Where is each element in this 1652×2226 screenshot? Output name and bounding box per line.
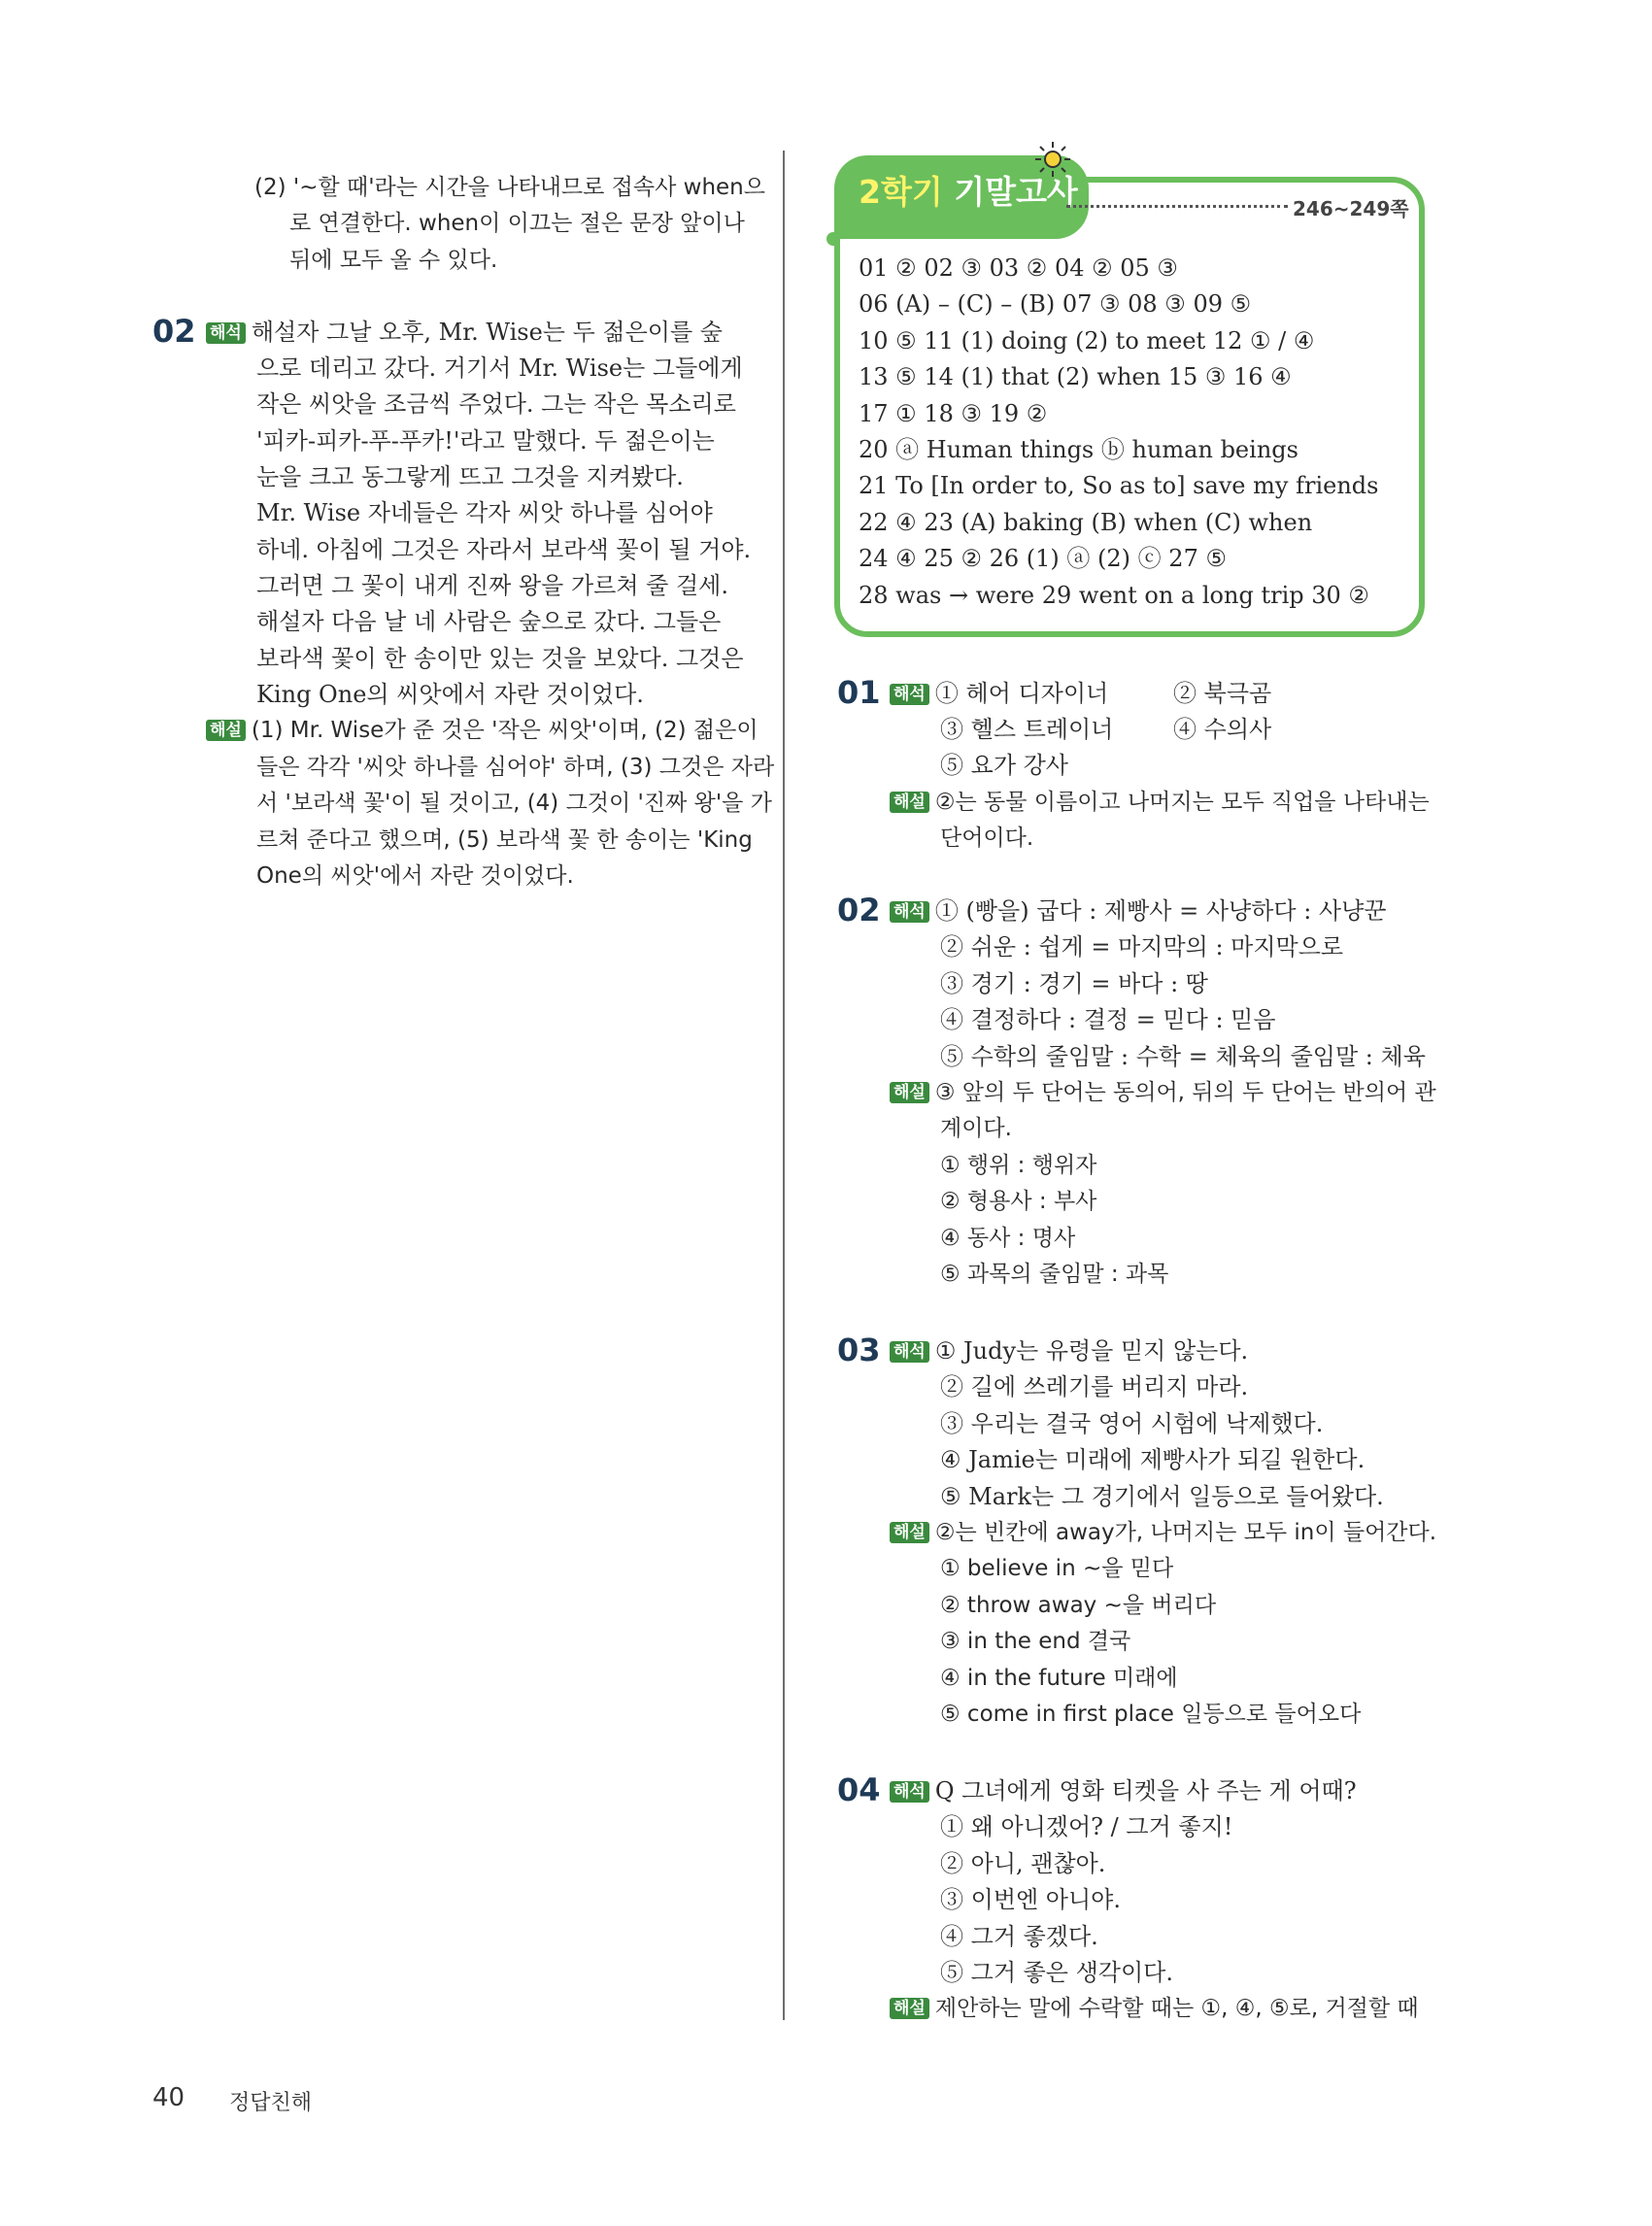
explanation-text: 제안하는 말에 수락할 때는 ①, ④, ⑤로, 거절할 때 [934,1996,1419,2021]
translation-line: ⑤ 수학의 줄임말 : 수학 = 체육의 줄임말 : 체육 [940,1043,1426,1070]
translation-line: ③ 헬스 트레이너 [940,716,1114,743]
column-divider [783,151,785,2020]
explanation-line: ④ in the future 미래에 [940,1666,1178,1691]
translation-line: 해설자 다음 날 네 사람은 숲으로 갔다. 그들은 [256,608,722,635]
translation-line: ② 아니, 괜찮아. [940,1850,1106,1877]
explanation-text: ②는 동물 이름이고 나머지는 모두 직업을 나타내는 [934,790,1430,815]
explanation-badge: 해설 [206,720,246,741]
translation-line [890,1333,1248,1369]
explanation-text: (1) Mr. Wise가 준 것은 '작은 씨앗'이며, (2) 젊은이 [251,718,759,743]
explanation-line: 르쳐 준다고 했으며, (5) 보라색 꽃 한 송이는 'King [256,827,753,853]
translation-line: ② 쉬운 : 쉽게 = 마지막의 : 마지막으로 [940,933,1344,961]
translation-text: Q 그녀에게 영화 티켓을 사 주는 게 어때? [934,1777,1357,1804]
translation-line: ④ 수의사 [1173,716,1272,743]
translation-line: ④ Jamie는 미래에 제빵사가 되길 원한다. [940,1446,1365,1473]
explanation-line: ④ 동사 : 명사 [940,1226,1076,1251]
explanation-line: ② throw away ~을 버리다 [940,1593,1217,1618]
explanation-line [890,1991,1419,2027]
explanation-line: ⑤ 과목의 줄임말 : 과목 [940,1262,1169,1287]
translation-line [890,894,1386,929]
explanation-line [890,785,1430,821]
explanation-line: ② 형용사 : 부사 [940,1189,1097,1214]
translation-badge: 해석 [890,1781,929,1803]
page-number: 40 [152,2083,185,2112]
translation-text: ① 헤어 디자이너 [934,680,1109,707]
translation-line: 으로 데리고 갔다. 거기서 Mr. Wise는 그들에게 [256,354,743,382]
answer-row: 28 was → were 29 went on a long trip 30 ② [859,582,1369,609]
translation-line [890,1773,1357,1809]
translation-line: 작은 씨앗을 조금씩 주었다. 그는 작은 목소리로 [256,390,736,418]
footer-label: 정답친해 [229,2091,313,2115]
translation-line: ① 왜 아니겠어? / 그거 좋지! [940,1813,1233,1840]
title-semester: 2학기 [859,173,943,211]
intro-line: 뒤에 모두 올 수 있다. [289,248,498,273]
answer-row: 22 ④ 23 (A) baking (B) when (C) when [859,509,1313,536]
question-number: 04 [837,1771,881,1808]
explanation-line [890,1075,1436,1111]
explanation-line: 서 '보라색 꽃'이 될 것이고, (4) 그것이 '진짜 왕'을 가 [256,791,772,816]
answer-row: 21 To [In order to, So as to] save my friends [859,472,1379,499]
translation-line: ⑤ Mark는 그 경기에서 일등으로 들어왔다. [940,1483,1384,1510]
explanation-text: ③ 앞의 두 단어는 동의어, 뒤의 두 단어는 반의어 관 [934,1080,1436,1105]
translation-line: 눈을 크고 동그랗게 뜨고 그것을 지켜봤다. [256,463,684,490]
translation-line: ⑤ 그거 좋은 생각이다. [940,1959,1173,1986]
explanation-line: 단어이다. [940,826,1034,851]
translation-line: ② 길에 쓰레기를 버리지 마라. [940,1373,1249,1400]
explanation-text: ②는 빈칸에 away가, 나머지는 모두 in이 들어간다. [934,1520,1437,1545]
explanation-line: 계이다. [940,1116,1012,1141]
translation-text: ① (빵을) 굽다 : 제빵사 = 사냥하다 : 사냥꾼 [934,897,1387,925]
translation-badge: 해석 [890,901,929,923]
explanation-badge: 해설 [890,792,929,813]
question-number: 02 [152,313,196,350]
translation-badge: 해석 [890,1341,929,1363]
explanation-line: ⑤ come in first place 일등으로 들어오다 [940,1702,1362,1727]
translation-line: King One의 씨앗에서 자란 것이었다. [256,681,644,708]
question-number: 02 [837,892,881,928]
explanation-badge: 해설 [890,1522,929,1543]
question-number: 01 [837,674,881,711]
answer-row: 06 (A) – (C) – (B) 07 ③ 08 ③ 09 ⑤ [859,290,1252,318]
explanation-line: ① believe in ~을 믿다 [940,1556,1174,1581]
dot-icon [824,229,843,249]
explanation-line [890,1515,1436,1551]
translation-badge: 해석 [890,684,929,705]
question-number: 03 [837,1332,881,1368]
explanation-line [206,713,759,749]
translation-line: Mr. Wise 자네들은 각자 씨앗 하나를 심어야 [256,499,713,526]
translation-line: 보라색 꽃이 한 송이만 있는 것을 보았다. 그것은 [256,645,744,672]
translation-line: ③ 경기 : 경기 = 바다 : 땅 [940,970,1208,997]
translation-line: ③ 우리는 결국 영어 시험에 낙제했다. [940,1410,1324,1437]
explanation-badge: 해설 [890,1082,929,1103]
translation-line: ③ 이번엔 아니야. [940,1886,1121,1913]
answer-row: 17 ① 18 ③ 19 ② [859,400,1048,427]
translation-line: 그러면 그 꽃이 내게 진짜 왕을 가르쳐 줄 걸세. [256,572,728,599]
translation-line [206,315,723,351]
answer-row: 20 ⓐ Human things ⓑ human beings [859,436,1298,463]
translation-line: ④ 그거 좋겠다. [940,1923,1098,1950]
translation-text: 해설자 그날 오후, Mr. Wise는 두 젊은이를 숲 [251,319,723,346]
explanation-badge: 해설 [890,1998,929,2019]
translation-text: ① Judy는 유령을 믿지 않는다. [934,1337,1249,1365]
explanation-line: ① 행위 : 행위자 [940,1153,1097,1178]
translation-line: ② 북극곰 [1173,680,1272,707]
sun-icon [1033,140,1072,179]
translation-line [890,676,1108,712]
intro-line: 로 연결한다. when이 이끄는 절은 문장 앞이나 [289,211,745,236]
explanation-line: 들은 각각 '씨앗 하나를 심어야' 하며, (3) 그것은 자라 [256,755,775,780]
translation-line: ⑤ 요가 강사 [940,752,1068,779]
explanation-line: ③ in the end 결국 [940,1629,1131,1654]
intro-line: (2) '~할 때'라는 시간을 나타내므로 접속사 when으 [254,175,765,200]
answer-row: 13 ⑤ 14 (1) that (2) when 15 ③ 16 ④ [859,363,1292,390]
translation-badge: 해석 [206,322,246,344]
title-exam: 기말고사 [954,173,1078,211]
answer-row: 10 ⑤ 11 (1) doing (2) to meet 12 ① / ④ [859,327,1315,354]
translation-line: 하네. 아침에 그것은 자라서 보라색 꽃이 될 거야. [256,536,752,563]
translation-line: '피카-피카-푸-푸카!'라고 말했다. 두 젊은이는 [256,427,715,455]
page-range: 246~249쪽 [1293,197,1409,220]
explanation-line: One의 씨앗'에서 자란 것이었다. [256,863,574,889]
answer-row: 01 ② 02 ③ 03 ② 04 ② 05 ③ [859,254,1178,282]
dotted-leader [1066,205,1288,208]
answer-row: 24 ④ 25 ② 26 (1) ⓐ (2) ⓒ 27 ⑤ [859,545,1227,572]
translation-line: ④ 결정하다 : 결정 = 믿다 : 믿음 [940,1006,1276,1033]
